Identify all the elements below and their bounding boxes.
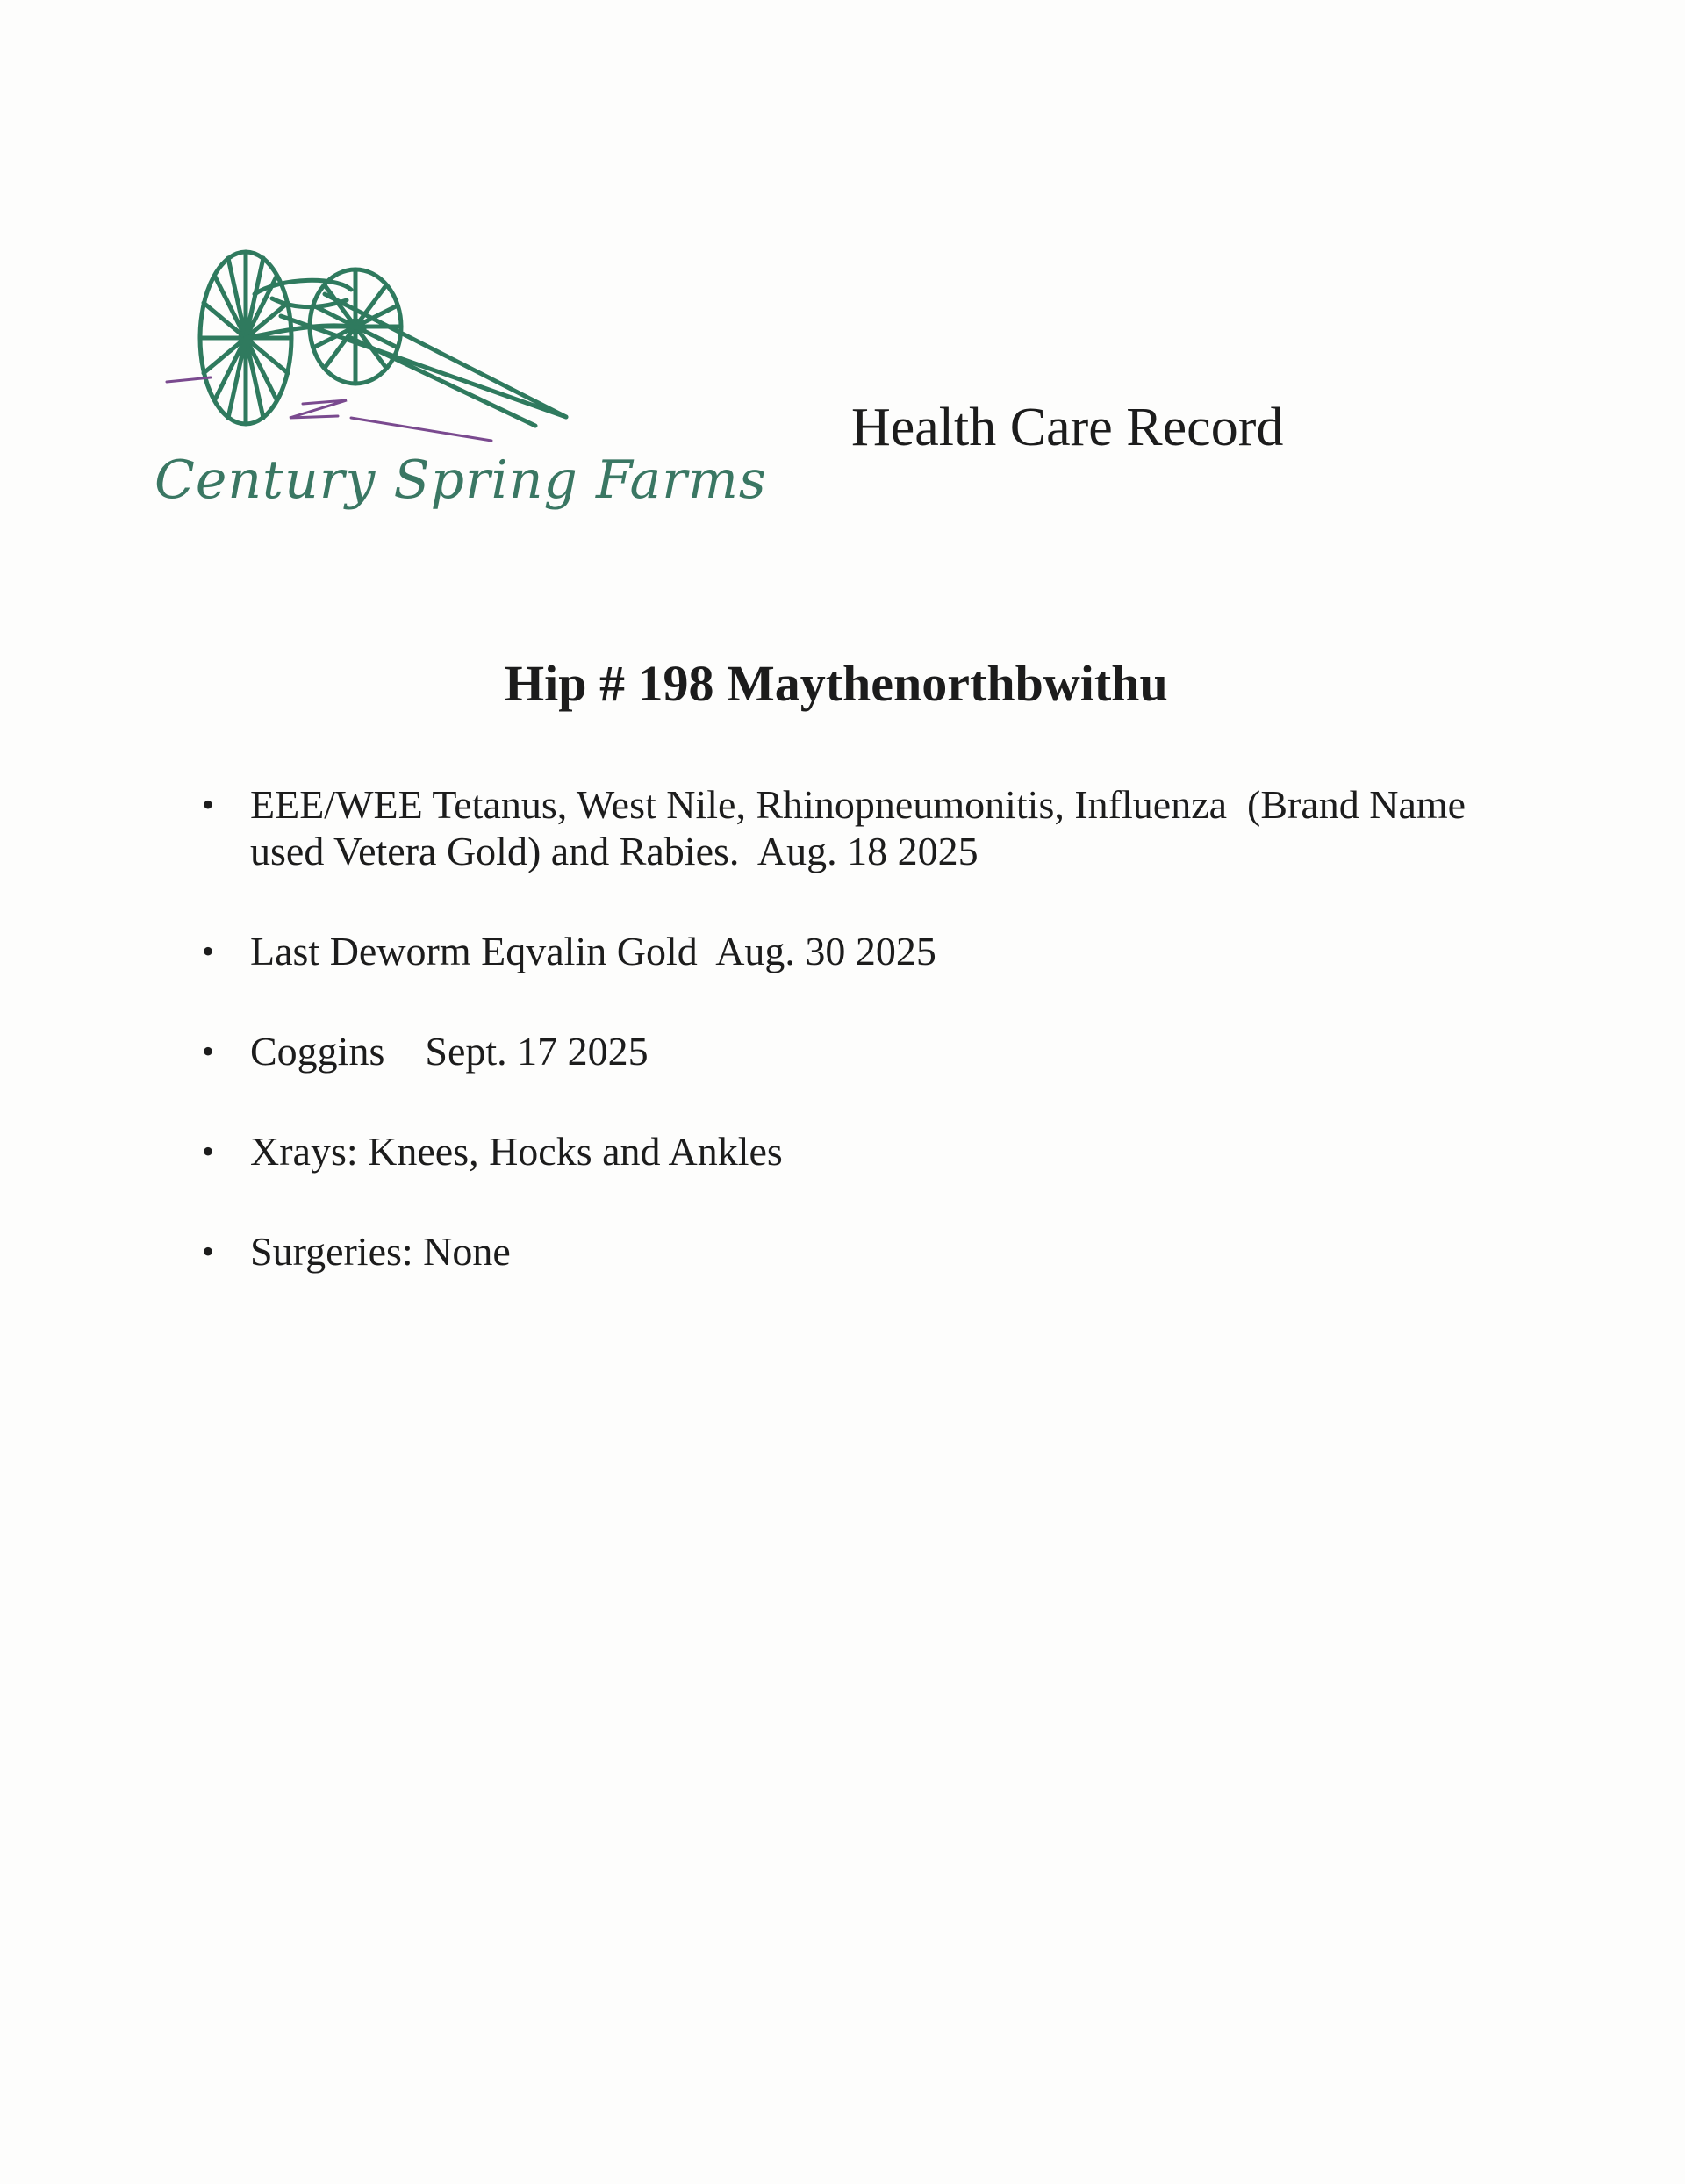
record-deworm: Last Deworm Eqvalin Gold Aug. 30 2025 <box>250 929 936 973</box>
record-subject: Hip # 198 Maythenorthbwithu <box>505 655 1168 712</box>
record-xrays: Xrays: Knees, Hocks and Ankles <box>250 1129 783 1174</box>
record-vaccinations: EEE/WEE Tetanus, West Nile, Rhinopneumonitis, Influenza (Brand Name used Vetera Gold) and Rabies. Aug. 18 2025 <box>250 782 1476 873</box>
bullet-icon: • <box>202 1132 215 1171</box>
bullet-icon: • <box>202 1232 215 1271</box>
list-item <box>202 928 1501 974</box>
bullet-icon: • <box>202 931 215 971</box>
bullet-icon: • <box>202 785 215 824</box>
page-title: Health Care Record <box>851 398 1284 457</box>
list-item <box>202 781 1501 874</box>
record-surgeries: Surgeries: None <box>250 1229 511 1274</box>
list-item <box>202 1228 1501 1275</box>
list-item <box>202 1128 1501 1175</box>
record-coggins: Coggins Sept. 17 2025 <box>250 1029 649 1074</box>
list-item <box>202 1028 1501 1074</box>
bullet-icon: • <box>202 1031 215 1071</box>
farm-logo <box>149 246 767 535</box>
health-record-list <box>202 781 1501 1328</box>
logo-text: Century Spring Farms <box>154 449 767 511</box>
